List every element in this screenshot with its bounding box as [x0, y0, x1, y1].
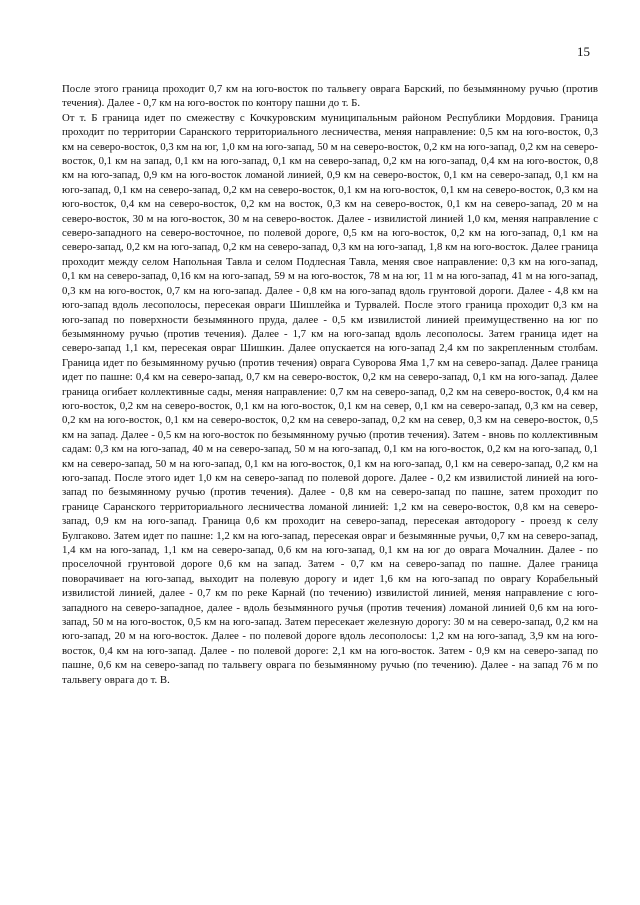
- page-number: 15: [577, 44, 590, 59]
- document-body: [62, 82, 598, 687]
- paragraph-boundary-to-point-b: После этого граница проходит 0,7 км на юго-восток по тальвегу оврага Барский, по безымянному ручью (против течения). Далее - 0,7 км на юго-восток по контору пашни до т. Б.: [62, 83, 598, 110]
- paragraph-boundary-from-point-b: От т. Б граница идет по смежеству с Кочкуровским муниципальным районом Республики Мордовия. Граница проходит по территории Саранского территориального лесничества, меняя направление: 0,5 км на юго-восток, 0,3 км на северо-восток, 0,3 км на юг, 1,0 км на юго-запад, 50 м на северо-восток, 0,2 км на юго-запад, 0,2 км на северо-восток, 0,1 км на запад, 0,1 км на юго-запад, 0,1 км на северо-запад, 0,2 км на юго-запад, 0,4 км на юго-восток, 0,8 км на юго-запад, 0,9 км на юго-восток ломаной линией, 0,9 км на северо-восток, 0,1 км на северо-запад, 0,1 км на юго-запад, 0,1 км на северо-запад, 0,2 км на северо-восток, 0,1 км на юго-восток, 0,1 км на северо-восток, 0,3 км на юго-восток, 0,4 км на северо-восток, 0,2 км на восток, 0,3 км на северо-восток, 0,1 км на северо-запад, 20 м на северо-восток, 30 м на юго-восток, 30 м на северо-восток. Далее - извилистой линией 1,0 км, меняя направление с северо-западного на северо-восточное, по полевой дороге, 0,5 км на юго-восток, 0,2 км на юго-запад, 0,1 км на северо-запад, 0,2 км на юго-запад, 0,2 км на северо-запад, 0,3 км на юго-запад, 1,8 км на юго-восток. Далее граница проходит между селом Напольная Тавла и селом Подлесная Тавла, меняя свое направление: 0,3 км на юго-запад, 0,1 км на северо-запад, 0,16 км на юго-запад, 59 м на юго-восток, 78 м на юг, 11 м на юго-запад, 41 м на юго-запад, 0,3 км на юго-восток, 0,7 км на юго-запад. Далее - 0,8 км на юго-запад вдоль грунтовой дороги. Далее - 4,8 км на юго-запад вдоль лесополосы, пересекая овраги Шишлейка и Турвалей. После этого граница проходит 0,3 км на юго-запад по поверхности безымянного пруда, далее - 0,5 км извилистой линией преимущественно на юг по безымянному ручью (против течения). Далее - 1,7 км на юго-запад вдоль лесополосы. Затем граница идет на северо-запад 1,1 км, пересекая овраг Шишкин. Далее опускается на юго-запад 2,4 км по закрепленным столбам. Граница идет по безымянному ручью (против течения) оврага Суворова Яма 1,7 км на северо-запад. Далее граница идет по пашне: 0,4 км на северо-запад, 0,7 км на северо-восток, 0,2 км на северо-запад, 0,1 км на юго-запад. Далее граница огибает коллективные сады, меняя направление: 0,7 км на северо-запад, 0,2 км на северо-восток, 0,4 км на юго-восток, 0,2 км на северо-восток, 0,1 км на юго-восток, 0,1 км на север, 0,1 км на северо-запад, 0,3 км на север, 0,2 км на юго-восток, 0,1 км на северо-восток, 0,2 км на северо-запад, 0,2 км на север, 0,3 км на северо-восток, 0,5 км на запад. Далее - 0,5 км на юго-восток по безымянному ручью (против течения). Затем - вновь по коллективным садам: 0,3 км на юго-запад, 40 м на северо-запад, 50 м на юго-запад, 0,1 км на юго-восток, 0,2 км на юго-запад, 0,1 км на северо-запад, 50 м на юго-запад, 0,1 км на юго-восток, 0,1 км на юго-запад, 0,1 км на северо-запад, 0,2 км на юго-запад. После этого идет 1,0 км на северо-запад по полевой дороге. Далее - 0,2 км извилистой линией на юго-запад по безымянному ручью (против течения). Далее - 0,8 км на северо-запад по пашне, затем проходит по границе Саранского территориального лесничества ломаной линией: 1,2 км на северо-восток, 0,8 км на северо-запад, 0,9 км на юго-запад. Граница 0,6 км проходит на северо-запад, пересекая автодорогу - проезд к селу Булгаково. Затем идет по пашне: 1,2 км на юго-запад, пересекая овраг и безымянные ручьи, 0,7 км на северо-запад, 1,4 км на юго-запад, 1,1 км на северо-запад, 0,6 км на юго-запад, 0,1 км на юг до оврага Мочалнин. Далее - по проселочной грунтовой дороге 0,6 км на запад. Затем - 0,7 км на северо-запад по пашне. Далее граница поворачивает на юго-запад, выходит на полевую дорогу и идет 1,6 км на юго-запад по оврагу Корабельный извилистой линией, далее - 0,7 км по реке Карнай (по течению) извилистой линией, меняя направление с юго-западного на северо-западное, далее - вдоль безымянного ручья (против течения) ломаной линией 0,6 км на юго-запад, 50 м на юго-восток, 0,5 км на юго-запад. Затем пересекает железную дорогу: 30 м на северо-запад, 0,2 км на юго-запад, 20 м на юго-восток. Далее - по полевой дороге вдоль лесополосы: 1,2 км на юго-запад, 3,9 км на юго-восток, 0,4 км на юго-запад. Далее - по полевой дороге: 2,1 км на юго-восток. Затем - 0,9 км на северо-запад по пашне, 0,6 км на северо-запад по тальвегу оврага по безымянному ручью (по течению). Далее - на запад 76 м по тальвегу оврага до т. В.: [62, 111, 598, 686]
